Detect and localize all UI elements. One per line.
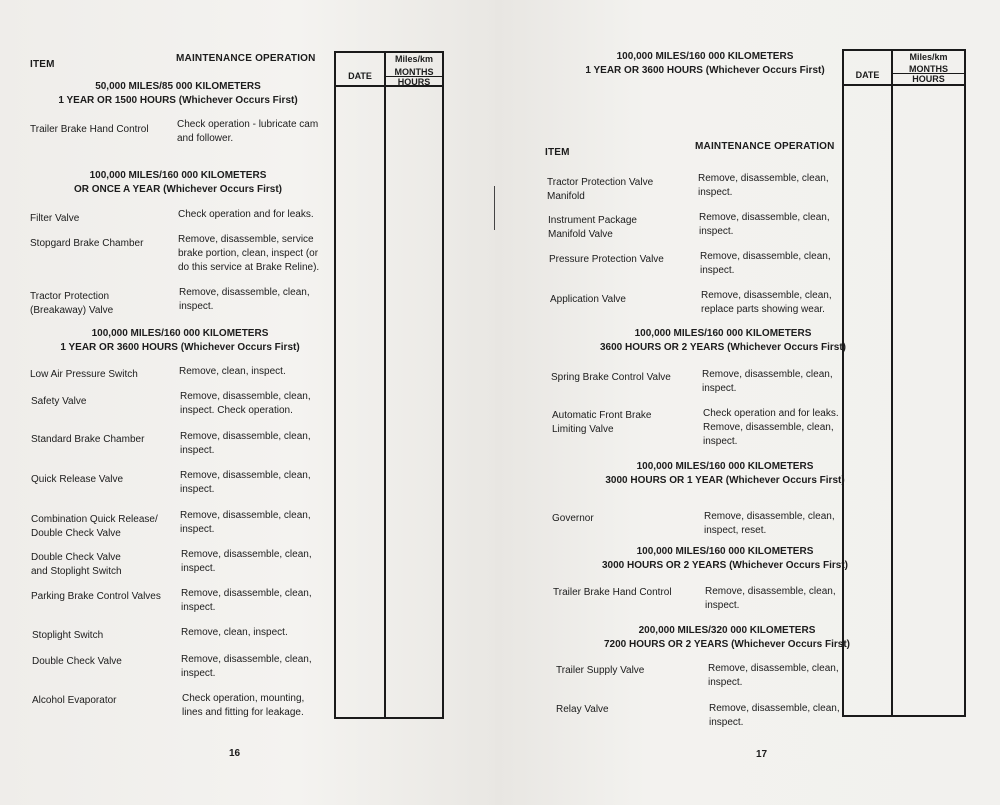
section-line-2: 7200 HOURS OR 2 YEARS (Whichever Occurs First) — [603, 639, 850, 650]
item-operation: Check operation and for leaks. Remove, disassemble, clean, inspect. — [703, 408, 839, 447]
section-line-1: 50,000 MILES/85 000 KILOMETERS — [95, 81, 261, 92]
item-name: Instrument Package Manifold Valve — [548, 215, 637, 240]
item-operation: Remove, disassemble, service brake portion, clean, inspect (or do this service at Brake Reline). — [178, 234, 320, 273]
section-line-1: 100,000 MILES/160 000 KILOMETERS — [616, 51, 794, 62]
item-operation: Remove, clean, inspect. — [179, 366, 286, 377]
operation-column-header: MAINTENANCE OPERATION — [176, 53, 316, 64]
item-name: Stoplight Switch — [32, 630, 104, 641]
record-box — [842, 49, 966, 717]
operation-column-header: MAINTENANCE OPERATION — [695, 141, 835, 152]
item-name: Low Air Pressure Switch — [30, 369, 138, 380]
item-operation: Remove, disassemble, clean, inspect, reset. — [704, 511, 835, 536]
column-divider — [384, 51, 386, 719]
item-name: Safety Valve — [31, 396, 87, 407]
item-name: Combination Quick Release/ Double Check Valve — [31, 514, 158, 539]
item-name: Double Check Valve and Stoplight Switch — [31, 552, 122, 577]
item-name: Automatic Front Brake Limiting Valve — [552, 410, 652, 435]
section-line-1: 200,000 MILES/320 000 KILOMETERS — [638, 625, 816, 636]
section-line-1: 100,000 MILES/160 000 KILOMETERS — [636, 461, 814, 472]
item-operation: Remove, disassemble, clean, inspect. — [705, 586, 836, 611]
section-heading — [575, 545, 875, 573]
section-heading — [28, 169, 328, 197]
record-box — [334, 51, 444, 719]
section-line-1: 100,000 MILES/160 000 KILOMETERS — [91, 328, 269, 339]
item-operation: Remove, disassemble, clean, inspect. — [180, 431, 311, 456]
section-line-2: 3600 HOURS OR 2 YEARS (Whichever Occurs First) — [599, 342, 846, 353]
section-line-2: 1 YEAR OR 3600 HOURS (Whichever Occurs First) — [585, 65, 825, 76]
item-name: Trailer Brake Hand Control — [553, 587, 672, 598]
section-line-2: 1 YEAR OR 3600 HOURS (Whichever Occurs First) — [60, 342, 300, 353]
item-name: Pressure Protection Valve — [549, 254, 664, 265]
months-column-header: MONTHS — [909, 64, 948, 74]
item-operation: Remove, disassemble, clean, inspect. — [698, 173, 829, 198]
item-name: Stopgard Brake Chamber — [30, 238, 144, 249]
item-name: Spring Brake Control Valve — [551, 372, 671, 383]
item-name: Tractor Protection (Breakaway) Valve — [30, 291, 114, 316]
months-column-header: MONTHS — [394, 67, 434, 77]
item-operation: Remove, disassemble, clean, inspect. — [179, 287, 310, 312]
item-operation: Remove, disassemble, clean, inspect. — [708, 663, 839, 688]
item-operation: Remove, disassemble, clean, inspect. Check operation. — [180, 391, 311, 416]
item-operation: Remove, disassemble, clean, inspect. — [180, 470, 311, 495]
item-operation: Remove, disassemble, clean, inspect. — [180, 510, 311, 535]
item-name: Trailer Brake Hand Control — [30, 124, 149, 135]
right-page — [495, 0, 1000, 805]
item-operation: Check operation and for leaks. — [178, 209, 314, 220]
item-operation: Remove, disassemble, clean, inspect. — [181, 654, 312, 679]
item-name: Parking Brake Control Valves — [31, 591, 161, 602]
item-column-header: ITEM — [30, 59, 55, 70]
section-heading — [555, 50, 855, 78]
header-divider — [842, 84, 966, 86]
section-line-1: 100,000 MILES/160 000 KILOMETERS — [634, 328, 812, 339]
section-line-2: 3000 HOURS OR 2 YEARS (Whichever Occurs First) — [601, 560, 848, 571]
item-operation: Remove, disassemble, clean, inspect. — [702, 369, 833, 394]
item-operation: Remove, disassemble, clean, replace parts showing wear. — [701, 290, 832, 315]
hours-column-header: HOURS — [386, 76, 442, 87]
section-heading — [28, 80, 328, 108]
item-name: Relay Valve — [556, 704, 609, 715]
section-line-1: 100,000 MILES/160 000 KILOMETERS — [636, 546, 814, 557]
left-page — [0, 0, 495, 805]
item-name: Double Check Valve — [32, 656, 122, 667]
item-operation: Remove, clean, inspect. — [181, 627, 288, 638]
item-operation: Remove, disassemble, clean, inspect. — [699, 212, 830, 237]
date-column-header: DATE — [348, 71, 372, 81]
section-line-2: 3000 HOURS OR 1 YEAR (Whichever Occurs First) — [605, 475, 845, 486]
section-line-1: 100,000 MILES/160 000 KILOMETERS — [89, 170, 267, 181]
item-operation: Remove, disassemble, clean, inspect. — [181, 588, 312, 613]
miles-column-header: Miles/km — [394, 54, 434, 64]
item-operation: Check operation - lubricate cam and follower. — [177, 119, 319, 144]
section-heading — [573, 327, 873, 355]
item-name: Filter Valve — [30, 213, 80, 224]
item-name: Quick Release Valve — [31, 474, 124, 485]
item-name: Tractor Protection Valve Manifold — [547, 177, 654, 202]
miles-column-header: Miles/km — [909, 52, 948, 62]
item-name: Trailer Supply Valve — [556, 665, 645, 676]
page-number: 17 — [756, 749, 768, 760]
item-operation: Check operation, mounting, lines and fitting for leakage. — [182, 693, 305, 718]
section-heading — [577, 624, 877, 652]
section-line-2: 1 YEAR OR 1500 HOURS (Whichever Occurs First) — [58, 95, 298, 106]
date-column-header: DATE — [855, 70, 880, 80]
section-heading — [575, 460, 875, 488]
column-divider — [891, 49, 893, 717]
hours-column-header: HOURS — [893, 73, 964, 84]
item-name: Standard Brake Chamber — [31, 434, 145, 445]
item-operation: Remove, disassemble, clean, inspect. — [709, 703, 840, 728]
item-name: Alcohol Evaporator — [32, 695, 117, 706]
item-operation: Remove, disassemble, clean, inspect. — [700, 251, 831, 276]
section-heading — [30, 327, 330, 355]
section-line-2: OR ONCE A YEAR (Whichever Occurs First) — [73, 184, 282, 195]
item-name: Governor — [552, 513, 594, 524]
item-name: Application Valve — [550, 294, 626, 305]
item-operation: Remove, disassemble, clean, inspect. — [181, 549, 312, 574]
item-column-header: ITEM — [545, 147, 570, 158]
page-number: 16 — [229, 748, 241, 759]
